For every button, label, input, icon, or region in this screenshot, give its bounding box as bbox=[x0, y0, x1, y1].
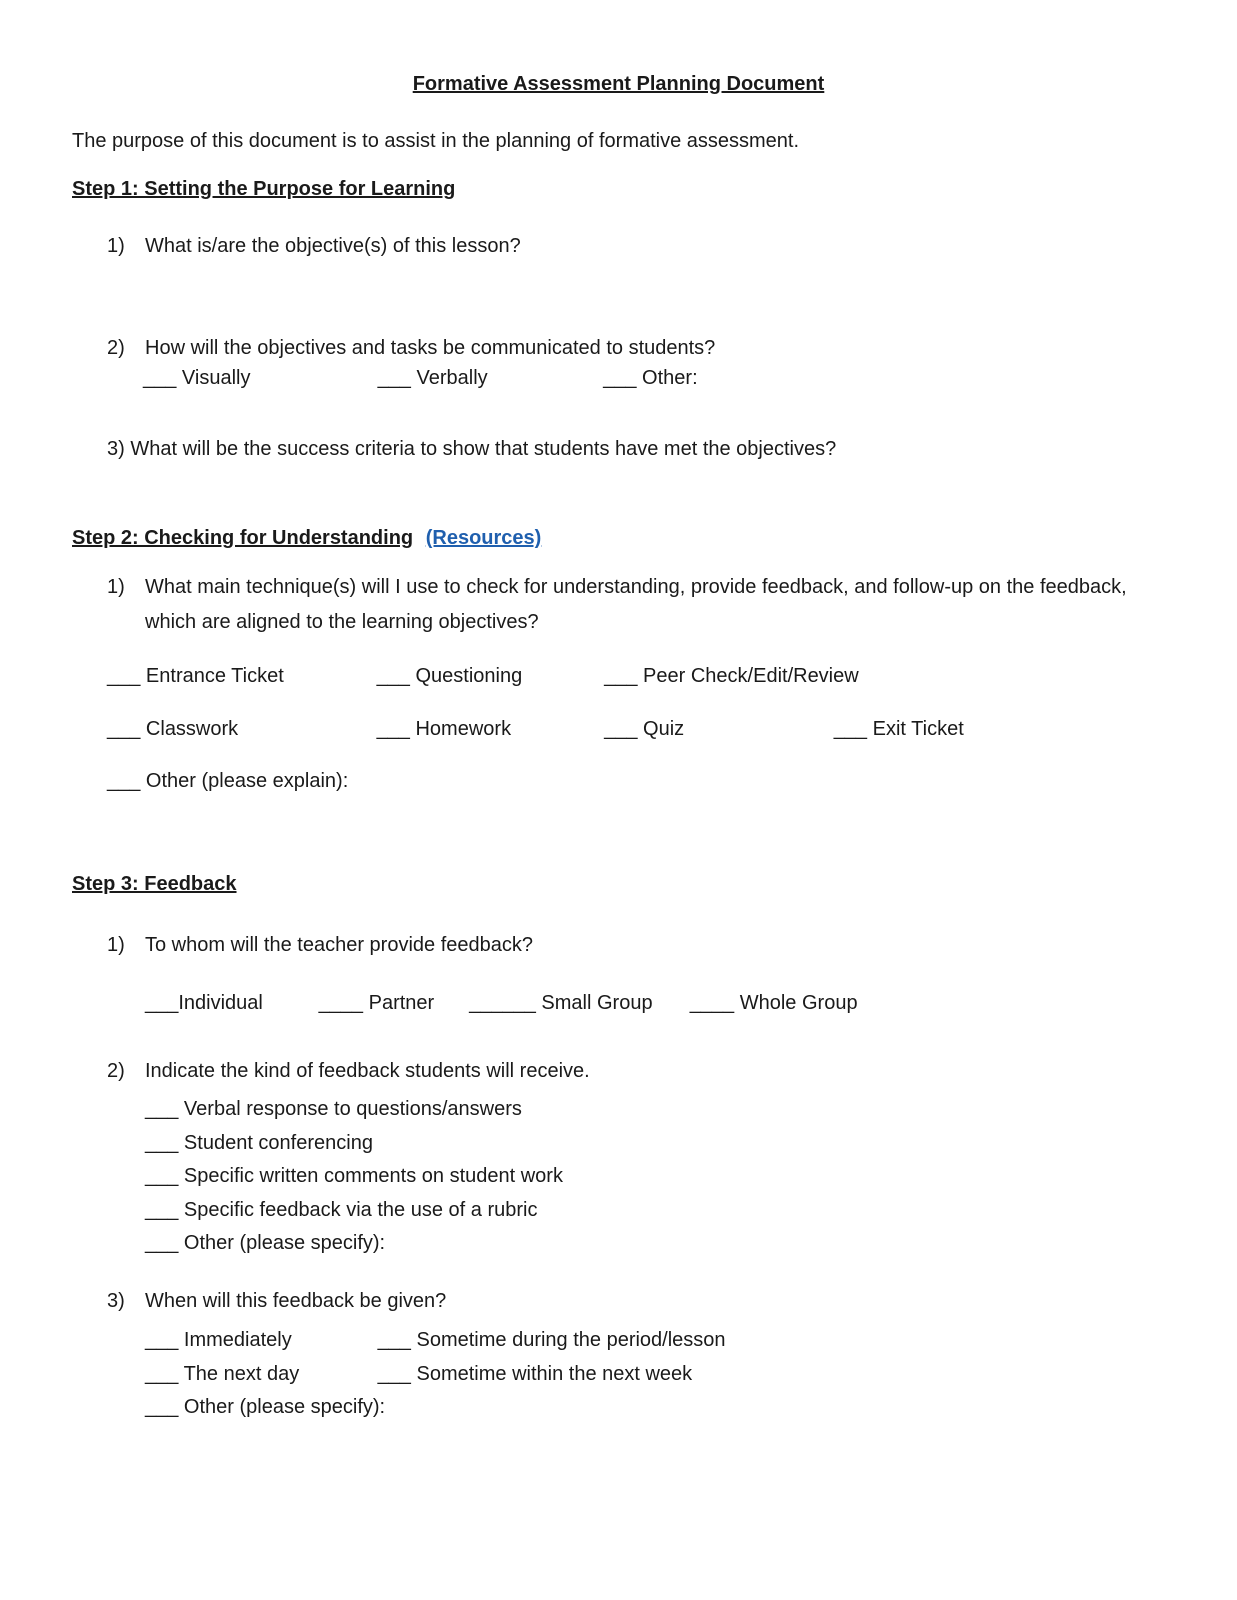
option-questioning: ___ Questioning bbox=[376, 665, 523, 687]
step3-q3-options-row2 bbox=[145, 1358, 726, 1392]
step2-option-other bbox=[107, 769, 348, 794]
option-other-specify-kind: ___ Other (please specify): bbox=[145, 1232, 386, 1254]
question-step1-3: 3) What will be the success criteria to show that students have met the objectives? bbox=[107, 438, 837, 460]
option-rubric-feedback: ___ Specific feedback via the use of a rubric bbox=[145, 1198, 538, 1221]
option-classwork: ___ Classwork bbox=[107, 718, 239, 740]
intro-text: The purpose of this document is to assist in the planning of formative assessment. bbox=[72, 130, 800, 152]
step2-options-row2 bbox=[107, 717, 964, 742]
question-step1-2 bbox=[107, 336, 715, 361]
step2-heading-text: Step 2: Checking for Understanding bbox=[72, 527, 414, 549]
question-step3-1 bbox=[107, 933, 533, 958]
question-number: 3) bbox=[107, 1290, 125, 1312]
option-during-period: ___ Sometime during the period/lesson bbox=[377, 1329, 726, 1351]
option-individual: ___Individual bbox=[145, 992, 263, 1014]
option-immediately: ___ Immediately bbox=[145, 1329, 292, 1351]
option-exit-ticket: ___ Exit Ticket bbox=[833, 718, 964, 740]
option-other-specify-when: ___ Other (please specify): bbox=[145, 1396, 386, 1418]
option-written-comments: ___ Specific written comments on student work bbox=[145, 1165, 563, 1187]
option-within-week: ___ Sometime within the next week bbox=[377, 1362, 693, 1385]
option-small-group: ______ Small Group bbox=[469, 992, 653, 1014]
option-student-conferencing: ___ Student conferencing bbox=[145, 1131, 373, 1154]
option-verbally: ___ Verbally bbox=[377, 367, 488, 389]
question-number: 1) bbox=[107, 576, 125, 598]
question-step1-1 bbox=[107, 234, 521, 259]
option-partner: ____ Partner bbox=[318, 992, 435, 1014]
step3-q3-options bbox=[145, 1324, 726, 1425]
question-number: 2) bbox=[107, 337, 125, 359]
question-number: 1) bbox=[107, 235, 125, 257]
question-text: Indicate the kind of feedback students will receive. bbox=[145, 1060, 590, 1082]
step3-heading: Step 3: Feedback bbox=[72, 873, 237, 895]
option-other: ___ Other: bbox=[603, 367, 698, 389]
step3-q1-options bbox=[145, 991, 858, 1016]
question-text: How will the objectives and tasks be communicated to students? bbox=[145, 337, 716, 359]
option-other-explain: ___ Other (please explain): bbox=[107, 770, 349, 792]
step2-options-row1 bbox=[107, 664, 859, 689]
option-quiz: ___ Quiz bbox=[604, 718, 685, 740]
question-step2-1 bbox=[107, 570, 1165, 640]
step1-heading: Step 1: Setting the Purpose for Learning bbox=[72, 178, 456, 200]
question-text: To whom will the teacher provide feedback? bbox=[145, 934, 533, 956]
question-step3-2 bbox=[107, 1059, 590, 1084]
question-number: 2) bbox=[107, 1060, 125, 1082]
resources-link[interactable]: (Resources) bbox=[425, 527, 542, 549]
document-title: Formative Assessment Planning Document bbox=[412, 73, 825, 95]
option-peer-check-edit-review: ___ Peer Check/Edit/Review bbox=[604, 665, 859, 687]
question-text: What main technique(s) will I use to check for understanding, provide feedback, and follow-up on the feedback, which are aligned to the learning objectives? bbox=[145, 576, 1127, 633]
question-step3-3 bbox=[107, 1289, 446, 1314]
option-entrance-ticket: ___ Entrance Ticket bbox=[107, 665, 284, 687]
question-number: 1) bbox=[107, 934, 125, 956]
question-text: When will this feedback be given? bbox=[145, 1290, 447, 1312]
step3-q3-options-row1 bbox=[145, 1324, 726, 1358]
step2-heading bbox=[72, 526, 541, 551]
option-next-day: ___ The next day bbox=[145, 1362, 300, 1385]
step3-q2-options bbox=[145, 1093, 563, 1261]
option-verbal-response: ___ Verbal response to questions/answers bbox=[145, 1098, 522, 1120]
option-visually: ___ Visually bbox=[143, 367, 251, 389]
step1-q2-options bbox=[143, 366, 698, 391]
option-homework: ___ Homework bbox=[376, 718, 512, 740]
option-whole-group: ____ Whole Group bbox=[689, 992, 858, 1014]
question-text: What is/are the objective(s) of this lesson? bbox=[145, 235, 521, 257]
